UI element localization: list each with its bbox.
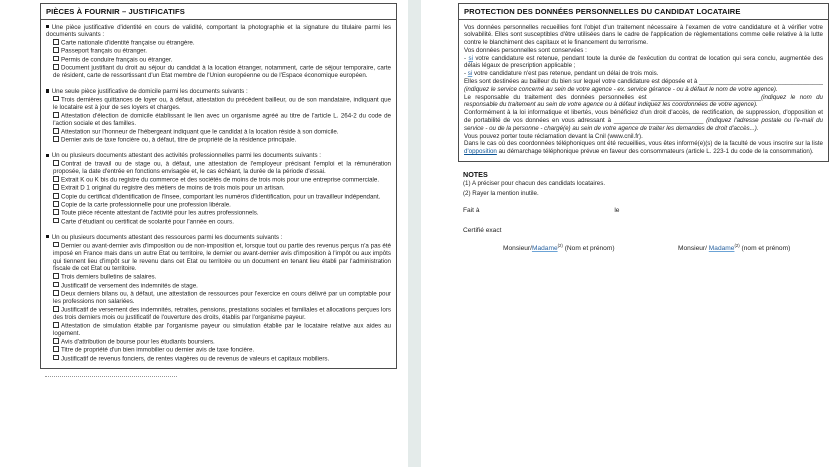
highlighted-word: Madame — [708, 245, 735, 253]
text-segment: votre candidature n'est pas retenue, pendant un délai de trois mois. — [472, 70, 659, 78]
document-section — [46, 24, 391, 81]
page-gap-strip — [408, 0, 421, 467]
paragraph — [464, 70, 823, 78]
text-segment: (Nom et prénom) — [562, 245, 615, 253]
document-section — [46, 152, 391, 226]
checkbox-icon — [53, 273, 59, 279]
checkbox-icon — [53, 338, 59, 344]
paragraph — [464, 78, 823, 94]
checklist-item: Dernier ou avant-dernier avis d'imposition ou de non-imposition et, lorsque tout ou partie des revenus perçus n'a pas été imposé en France mais dans un autre Etat ou territoire, le dernier ou avant-dernier avis d'imposition à l'impôt ou aux impôts qui tiennent lieu d'impôt sur le revenu dans cet Etat ou territoire ou un document en tenant lieu établi par l'administration fiscale de cet Etat ou territoire. — [53, 242, 391, 273]
highlighted-word: si — [467, 70, 473, 78]
text-segment: votre candidature est retenue, pendant toute la durée de l'exécution du contrat de location qui sera conclu, augmentée des délais légaux de prescription applicable ; — [464, 54, 823, 70]
fait-a-label: Fait à — [463, 207, 480, 215]
checklist-item: Extrait D 1 original du registre des métiers de moins de trois mois pour un artisan. — [53, 184, 391, 192]
bullet-icon — [46, 89, 49, 92]
checkbox-icon — [53, 193, 59, 199]
left-page-title: PIÈCES À FOURNIR – JUSTIFICATIFS — [41, 4, 396, 20]
section-intro: Un ou plusieurs documents attestant des activités professionnelles parmi les documents suivants : — [46, 152, 391, 160]
checklist-item: Passeport français ou étranger. — [53, 47, 391, 55]
paragraph — [464, 55, 823, 71]
checklist-item: Carte d'étudiant ou certificat de scolarité pour l'année en cours. — [53, 218, 391, 226]
checklist-item: Carte nationale d'identité française ou étrangère. — [53, 39, 391, 47]
checklist-item: Trois dernières quittances de loyer ou, à défaut, attestation du précédent bailleur, ou de son mandataire, indiquant que le locataire est à jour de ses loyers et charges. — [53, 96, 391, 111]
checklist-item: Toute pièce récente attestant de l'activité pour les autres professionnels. — [53, 209, 391, 217]
highlighted-word: Madame — [531, 245, 558, 253]
checklist-item: Contrat de travail ou de stage ou, à défaut, une attestation de l'employeur précisant l'emploi et la rémunération proposée, la date d'entrée en fonctions envisagée et, le cas échéant, la durée de la période d'essai. — [53, 160, 391, 176]
checkbox-icon — [53, 39, 59, 45]
dotted-separator-line — [45, 376, 177, 377]
bullet-icon — [46, 25, 49, 28]
checkbox-icon — [53, 346, 59, 352]
checkbox-icon — [53, 242, 59, 248]
checkbox-icon — [53, 112, 59, 118]
paragraph — [464, 47, 823, 55]
checklist-item: Permis de conduire français ou étranger. — [53, 56, 391, 64]
text-segment: Vous pouvez porter toute réclamation devant la Cnil (www.cnil.fr). — [464, 132, 643, 140]
bullet-icon — [46, 154, 49, 157]
checkbox-icon — [53, 176, 59, 182]
text-segment: au démarchage téléphonique prévue en faveur des consommateurs (article L. 223-1 du code de la consommation). — [496, 148, 814, 156]
checkbox-icon — [53, 306, 59, 312]
text-segment: Vos données personnelles recueillies font l'objet d'un traitement nécessaire à l'examen de votre candidature et à vérifier votre solvabilité. Elles sont susceptibles d'être utilisées dans le cadre de l'application de règlementations comme celle relative à la lutte contre le blanchiment des capitaux et le financement du terrorisme. — [464, 23, 823, 47]
checkbox-icon — [53, 136, 59, 142]
text-segment: Conformément à la loi informatique et libertés, vous bénéficiez d'un droit d'accès, de rectification, de suppression, d'opposition et de portabilité de vos données en vous adressant à __________________________ — [464, 109, 823, 125]
text-segment: (indiquez le nom du responsable du traitement au sein de votre agence ou à défaut indiquez les coordonnées de votre agence). — [464, 93, 823, 109]
checklist-item: Titre de propriété d'un bien immobilier ou dernier avis de taxe foncière. — [53, 346, 391, 354]
text-segment: Vos données personnelles sont conservées : — [464, 46, 587, 54]
checkbox-icon — [53, 128, 59, 134]
text-segment: Elles sont destinées au bailleur du bien sur lequel votre candidature est déposée et à ____________________________________ — [464, 78, 823, 86]
notes-title: NOTES — [463, 170, 488, 180]
document-page-right — [458, 3, 829, 257]
paragraph — [464, 133, 823, 141]
paragraph — [464, 94, 823, 110]
checklist-item: Justificatif de revenus fonciers, de rentes viagères ou de revenus de valeurs et capitaux mobiliers. — [53, 355, 391, 363]
bullet-icon — [46, 235, 49, 238]
text-segment: Dans le cas où des coordonnées téléphoniques ont été recueillies, vous êtes informé(e)(s) de la faculté de vous inscrire sur la liste — [464, 140, 823, 148]
checkbox-icon — [53, 160, 59, 166]
paragraph — [464, 140, 823, 156]
notes-block — [458, 171, 829, 198]
opposition-link[interactable]: d'opposition — [464, 148, 497, 156]
right-document-frame — [458, 3, 829, 162]
checklist-item: Extrait K ou K bis du registre du commerce et des sociétés de moins de trois mois pour une entreprise commerciale. — [53, 176, 391, 184]
checkbox-icon — [53, 96, 59, 102]
checkbox-icon — [53, 218, 59, 224]
signature-left — [503, 242, 615, 253]
section-intro: Une seule pièce justificative de domicile parmi les documents suivants : — [46, 88, 391, 96]
note-superscript: (2) — [734, 242, 740, 248]
text-segment: (indiquez l'adresse postale ou l'e-mail du service - ou de la personne - chargé(e) au sein de votre agence de traiter les demandes de droit d'accès...). — [464, 117, 823, 132]
signature-row — [458, 242, 829, 257]
document-page-left — [40, 3, 397, 377]
right-page-body — [459, 20, 828, 162]
le-label: le — [614, 207, 620, 215]
document-section — [46, 234, 391, 363]
text-segment: - — [464, 54, 469, 62]
note-line-2: (2) Rayer la mention inutile. — [463, 189, 539, 197]
fait-a-row — [458, 207, 829, 214]
checklist-item: Justificatif de versement des indemnités de stage. — [53, 282, 391, 290]
checkbox-icon — [53, 355, 59, 361]
checklist-item: Trois derniers bulletins de salaires. — [53, 273, 391, 281]
checklist-item: Attestation de simulation établie par l'organisme payeur ou simulation établie par le locataire relative aux aides au logement. — [53, 322, 391, 338]
text-segment: Monsieur/ — [503, 245, 532, 253]
text-segment: Monsieur/ — [678, 245, 709, 253]
checkbox-icon — [53, 209, 59, 215]
checklist-item: Copie du certificat d'identification de l'Insee, comportant les numéros d'identification, pour un travailleur indépendant. — [53, 193, 391, 201]
checkbox-icon — [53, 290, 59, 296]
text-segment: (nom et prénom) — [739, 245, 791, 253]
checklist-item: Dernier avis de taxe foncière ou, à défaut, titre de propriété de la résidence principale. — [53, 136, 391, 144]
checkbox-icon — [53, 282, 59, 288]
checkbox-icon — [53, 64, 59, 70]
left-page-body — [41, 20, 396, 368]
checklist-item: Deux derniers bilans ou, à défaut, une attestation de ressources pour l'exercice en cours délivré par un comptable pour les professions non salariées. — [53, 290, 391, 306]
note-superscript: (2) — [557, 242, 563, 248]
signature-right — [678, 242, 791, 253]
checklist-item: Document justifiant du droit au séjour du candidat à la location étranger, notamment, carte de séjour temporaire, carte de résident, carte de ressortissant d'un Etat membre de l'Union européenne ou de l'Espace économique européen. — [53, 64, 391, 80]
section-intro: Une pièce justificative d'identité en cours de validité, comportant la photographie et la signature du titulaire parmi les documents suivants : — [46, 23, 391, 39]
section-intro: Un ou plusieurs documents attestant des ressources parmi les documents suivants : — [46, 234, 391, 242]
document-section — [46, 88, 391, 145]
paragraph — [464, 109, 823, 132]
checklist-item: Attestation sur l'honneur de l'hébergeant indiquant que le candidat à la location réside à son domicile. — [53, 128, 391, 136]
checkbox-icon — [53, 184, 59, 190]
checklist-item: Justificatif de versement des indemnités, retraites, pensions, prestations sociales et familiales et allocations perçues lors des trois derniers mois ou justificatif de l'ouverture des droits, établis par l'organisme payeur. — [53, 306, 391, 322]
certifie-exact-label: Certifié exact — [463, 227, 502, 235]
paragraph — [464, 24, 823, 47]
text-segment: (indiquez le service concerné au sein de votre agence - ex. service gérance - ou à défaut le nom de votre agence). — [464, 85, 778, 93]
highlighted-word: si — [468, 54, 473, 62]
checklist-item: Copie de la carte professionnelle pour une profession libérale. — [53, 201, 391, 209]
checklist-item: Avis d'attribution de bourse pour les étudiants boursiers. — [53, 338, 391, 346]
text-segment: Le responsable du traitement des données personnelles est ________________________________ — [464, 93, 762, 101]
checkbox-icon — [53, 47, 59, 53]
checkbox-icon — [53, 56, 59, 62]
text-segment: - — [464, 70, 468, 78]
left-document-frame — [40, 3, 397, 369]
checkbox-icon — [53, 201, 59, 207]
note-line-1: (1) A préciser pour chacun des candidats locataires. — [463, 180, 606, 188]
checklist-item: Attestation d'élection de domicile établissant le lien avec un organisme agréé au titre de l'article L. 264-2 du code de l'action sociale et des familles. — [53, 112, 391, 128]
right-page-title: PROTECTION DES DONNÉES PERSONNELLES DU CANDIDAT LOCATAIRE — [459, 4, 828, 20]
checkbox-icon — [53, 322, 59, 328]
